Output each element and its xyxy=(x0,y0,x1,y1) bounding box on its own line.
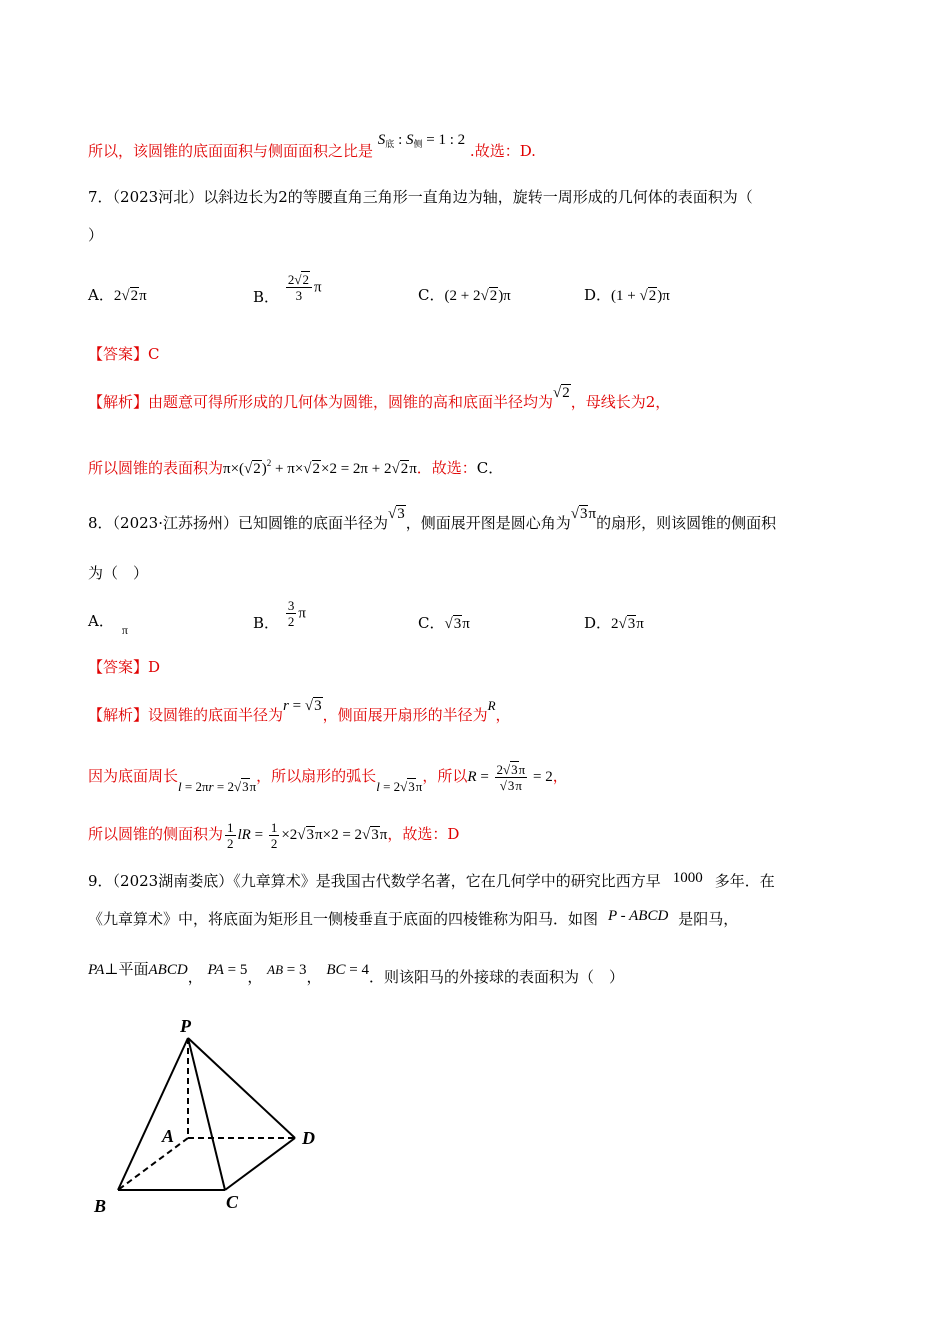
q8-analysis-3: 所以圆锥的侧面积为 $\frac{1}{2}$ lR = $\frac{1}{2}$ ×2√3π×2 = 2√3π，故选：D xyxy=(88,820,460,851)
q7-analysis-1: 【解析】由题意可得所形成的几何体为圆锥，圆锥的高和底面半径均为√2，母线长为2， xyxy=(88,385,671,411)
q8-option-b: B． $\frac{3}{2}$ π xyxy=(253,598,306,632)
q8-option-d: D．2√3π xyxy=(584,614,644,632)
edge-pd xyxy=(188,1038,295,1138)
q9-line-1: 9．（2023湖南娄底）《九章算术》是我国古代数学名著，它在几何学中的研究比西方早 1000 多年．在 xyxy=(88,870,775,890)
ratio-formula: $S_底$ : $S_侧 = 1$ : 2 xyxy=(377,132,466,150)
edge-pc xyxy=(188,1038,225,1190)
conclusion-suffix: .故选：D. xyxy=(469,142,536,160)
q8-option-a: A． $_\pi$ xyxy=(88,612,128,637)
edge-ab xyxy=(118,1138,188,1190)
vertex-label-c: C xyxy=(226,1192,239,1212)
q7-analysis-2: 所以圆锥的表面积为$\pi\times(√2)^2 + \pi\times√2\times 2 = 2\pi + 2√2\pi$．故选：C． xyxy=(88,458,504,477)
vertex-label-a: A xyxy=(162,1126,175,1146)
q8-answer: 【答案】D xyxy=(88,658,161,676)
vertex-label-b: B xyxy=(94,1196,107,1216)
q9-line-2: 《九章算术》中，将底面为矩形且一侧棱垂直于底面的四棱锥称为阳马．如图 P - ABCD 是阳马， xyxy=(88,908,739,928)
prev-conclusion xyxy=(88,132,536,168)
q7-answer: 【答案】C xyxy=(88,345,160,363)
conclusion-text: 所以，该圆锥的底面面积与侧面面积之比是 xyxy=(88,142,374,160)
q7-option-b: B． $\frac{2√2}{3}$ π xyxy=(253,272,322,306)
q8-stem-cont: 为（ ） xyxy=(88,564,149,582)
q8-option-c: C．√3π xyxy=(418,614,470,632)
q7-option-a: A．2√2π xyxy=(88,286,147,304)
q7-stem: 7．（2023河北）以斜边长为2的等腰直角三角形一直角边为轴，旋转一周形成的几何体的表面积为（ xyxy=(88,188,753,206)
q9-line-3: PA⊥平面ABCD， PA = 5， AB = 3， BC = 4．则该阳马的外接球的表面积为（ ） xyxy=(88,960,624,986)
edge-pb xyxy=(118,1038,188,1190)
edge-cd xyxy=(225,1138,295,1190)
vertex-label-p: P xyxy=(180,1016,191,1036)
q7-option-c: C．(2 + 2√2)π xyxy=(418,286,511,304)
q7-option-d: D．(1 + √2)π xyxy=(584,286,670,304)
q8-analysis-2: 因为底面周长l = 2πr = 2√3π，所以扇形的弧长l = 2√3π，所以R = $\frac{2√3\pi}{√3\pi}$ = 2， xyxy=(88,762,568,794)
q8-stem: 8．（2023·江苏扬州）已知圆锥的底面半径为√3，侧面展开图是圆心角为√3π的扇形，则该圆锥的侧面积 xyxy=(88,506,777,532)
vertex-label-d: D xyxy=(302,1128,315,1148)
q7-stem-cont: ） xyxy=(88,226,104,244)
pyramid-figure xyxy=(80,1010,340,1240)
q8-analysis-1: 【解析】设圆锥的底面半径为r = √3，侧面展开扇形的半径为R， xyxy=(88,698,511,724)
